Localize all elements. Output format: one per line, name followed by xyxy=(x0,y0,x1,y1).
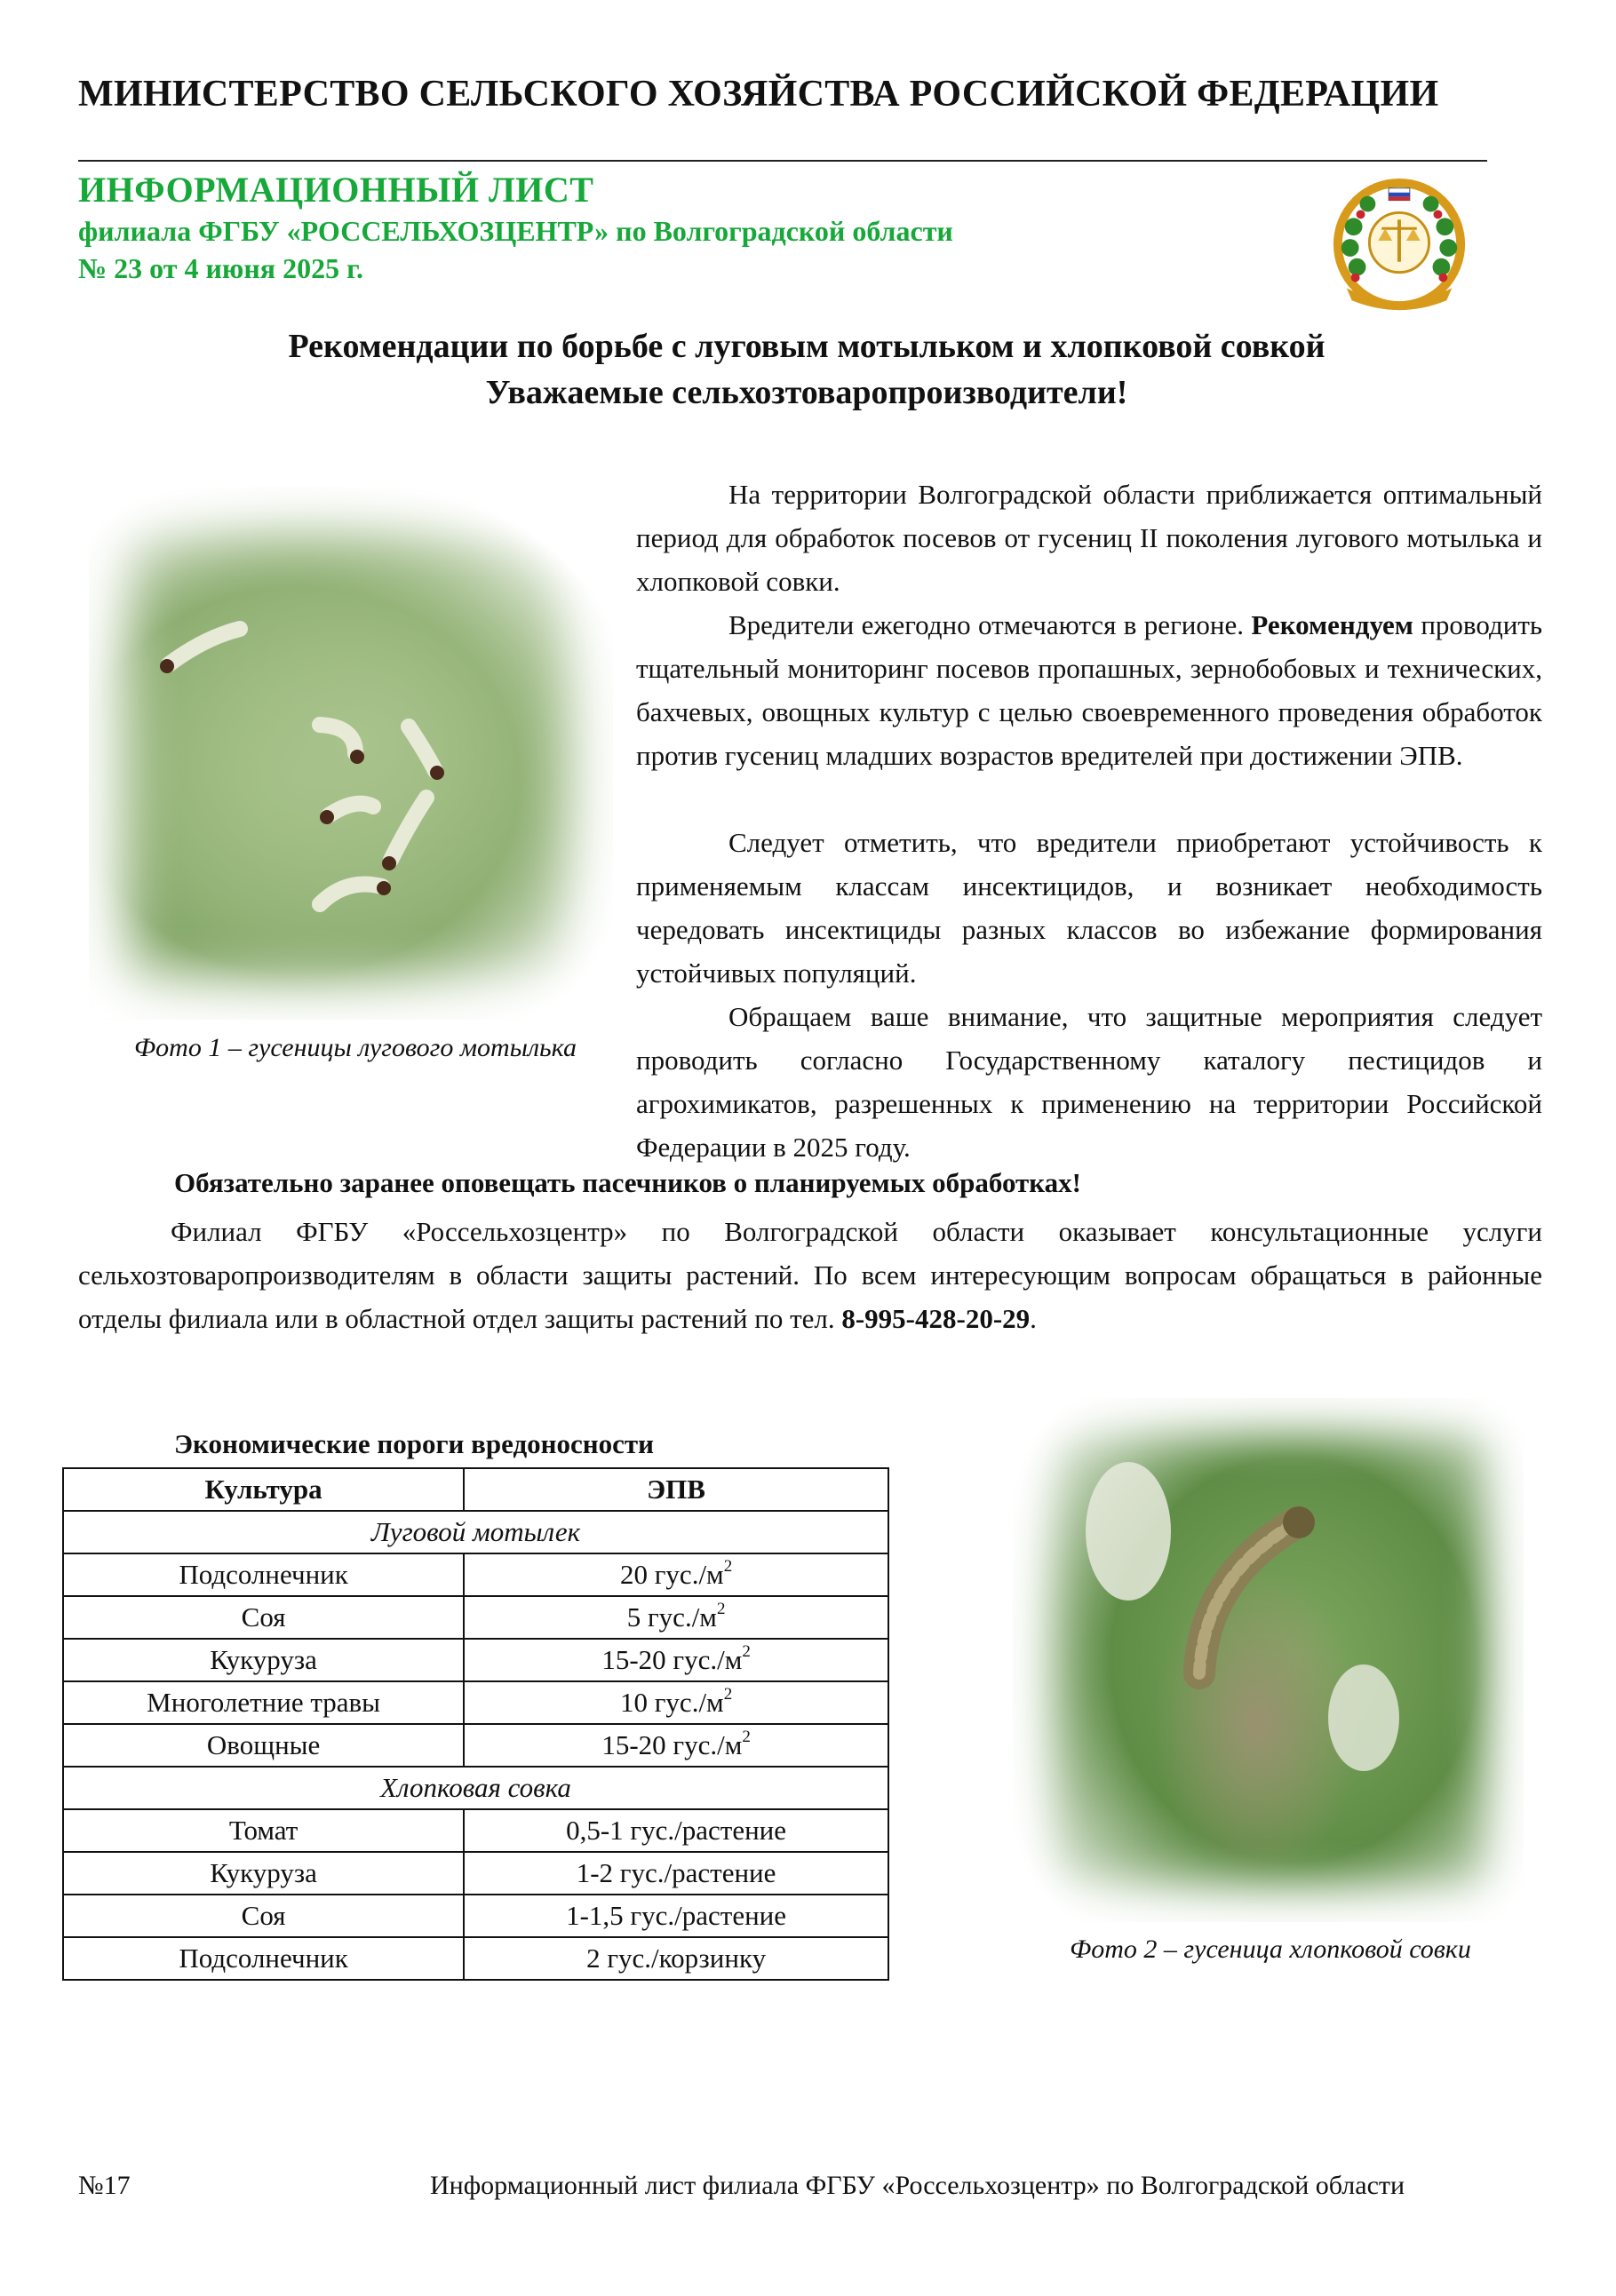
footer-page-number: №17 xyxy=(78,2171,131,2200)
table-title: Экономические пороги вредоносности xyxy=(174,1428,654,1459)
photo2-caption: Фото 2 – гусеница хлопковой совки xyxy=(1070,1935,1471,1964)
table-cell-crop: Овощные xyxy=(63,1724,464,1767)
table-row xyxy=(63,1895,888,1937)
table-row xyxy=(63,1724,888,1767)
recommend-rest: проводить тщательный мониторинг посевов пропашных, зернобобовых и технических, бахчевых, овощных культур с целью своевременного проведения обработок против гусениц младших возрастов вредителей при достижении ЭПВ. xyxy=(636,609,1542,771)
table-cell-value: 1-2 гус./растение xyxy=(464,1852,888,1895)
group-meadow-moth: Луговой мотылек xyxy=(63,1511,888,1553)
table-row xyxy=(63,1681,888,1724)
table-cell-crop: Подсолнечник xyxy=(63,1553,464,1596)
table-cell-value: 2 гус./корзинку xyxy=(464,1937,888,1980)
table-row xyxy=(63,1937,888,1980)
caterpillars-illustration xyxy=(89,487,613,1020)
table-cell-crop: Соя xyxy=(63,1596,464,1639)
recommend-intro: Вредители ежегодно отмечаются в регионе. xyxy=(728,609,1244,640)
table-cell-value: 0,5-1 гус./растение xyxy=(464,1809,888,1852)
greeting: Уважаемые сельхозтоваропроизводители! xyxy=(485,374,1128,411)
footer-text: Информационный лист филиала ФГБУ «Россельхозцентр» по Волгоградской области xyxy=(430,2171,1405,2200)
photo-meadow-moth-caterpillars xyxy=(89,487,613,1020)
table-row xyxy=(63,1596,888,1639)
table-cell-crop: Соя xyxy=(63,1895,464,1937)
rosselkhozcentr-emblem-icon xyxy=(1329,174,1469,314)
table-cell-value: 10 $гус./м^2$ xyxy=(464,1681,888,1724)
table-row xyxy=(63,1639,888,1681)
table-cell-value: 1-1,5 гус./растение xyxy=(464,1895,888,1937)
info-sheet-title: ИНФОРМАЦИОННЫЙ ЛИСТ xyxy=(78,170,594,210)
article-title: Рекомендации по борьбе с луговым мотыльком и хлопковой совкой xyxy=(288,328,1325,365)
phone-number: 8-995-428-20-29 xyxy=(841,1303,1031,1334)
economic-thresholds-table xyxy=(62,1467,889,1981)
recommend-bold: Рекомендуем xyxy=(1251,609,1413,640)
beekeeper-warning: Обязательно заранее оповещать пасечников о планируемых обработках! xyxy=(174,1167,1081,1198)
table-group-row xyxy=(63,1511,888,1553)
paragraph-catalog: Обращаем ваше внимание, что защитные мероприятия следует проводить согласно Государственному каталогу пестицидов и агрохимикатов, разрешенных к применению на территории Российской Федерации в 2025 году. xyxy=(636,1001,1542,1163)
table-group-row xyxy=(63,1767,888,1809)
paragraph-recommend xyxy=(636,603,1542,777)
caterpillar-illustration xyxy=(1013,1398,1524,1922)
table-cell-value: 15-20 $гус./м^2$ xyxy=(464,1724,888,1767)
table-cell-crop: Кукуруза xyxy=(63,1639,464,1681)
table-cell-crop: Кукуруза xyxy=(63,1852,464,1895)
table-cell-value: 20 $гус./м^2$ xyxy=(464,1553,888,1596)
column-header-crop: Культура xyxy=(63,1468,464,1511)
info-sheet-subtitle: филиала ФГБУ «РОССЕЛЬХОЗЦЕНТР» по Волгоградской области xyxy=(78,215,953,247)
table-header-row xyxy=(63,1468,888,1511)
photo1-caption: Фото 1 – гусеницы лугового мотылька xyxy=(134,1033,577,1062)
paragraph-resistance: Следует отметить, что вредители приобретают устойчивость к применяемым классам инсектицидов, и возникает необходимость чередовать инсектициды разных классов во избежание формирования устойчивых популяций. xyxy=(636,827,1542,989)
table-cell-value: 15-20 $гус./м^2$ xyxy=(464,1639,888,1681)
info-sheet-number: № 23 от 4 июня 2025 г. xyxy=(78,252,364,284)
table-row xyxy=(63,1852,888,1895)
table-cell-crop: Подсолнечник xyxy=(63,1937,464,1980)
photo-cotton-bollworm-caterpillar xyxy=(1013,1398,1524,1922)
consulting-text: Филиал ФГБУ «Россельхозцентр» по Волгоградской области оказывает консультационные услуги сельхозтоваропроизводителям в области защиты растений. По всем интересующим вопросам обращаться в районные отделы филиала или в областной отдел защиты растений по тел. xyxy=(78,1216,1542,1334)
table-cell-crop: Томат xyxy=(63,1809,464,1852)
consulting-end: . xyxy=(1030,1303,1037,1334)
group-cotton-bollworm: Хлопковая совка xyxy=(63,1767,888,1809)
table-cell-value: 5 $гус./м^2$ xyxy=(464,1596,888,1639)
column-header-epv: ЭПВ xyxy=(464,1468,888,1511)
paragraph-intro: На территории Волгоградской области приближается оптимальный период для обработок посевов от гусениц II поколения лугового мотылька и хлопковой совки. xyxy=(636,479,1542,597)
table-cell-crop: Многолетние травы xyxy=(63,1681,464,1724)
table-row xyxy=(63,1809,888,1852)
table-row xyxy=(63,1553,888,1596)
ministry-title: МИНИСТЕРСТВО СЕЛЬСКОГО ХОЗЯЙСТВА РОССИЙСКОЙ ФЕДЕРАЦИИ xyxy=(78,74,1439,115)
paragraph-consulting xyxy=(78,1210,1542,1340)
header-divider xyxy=(78,160,1487,162)
